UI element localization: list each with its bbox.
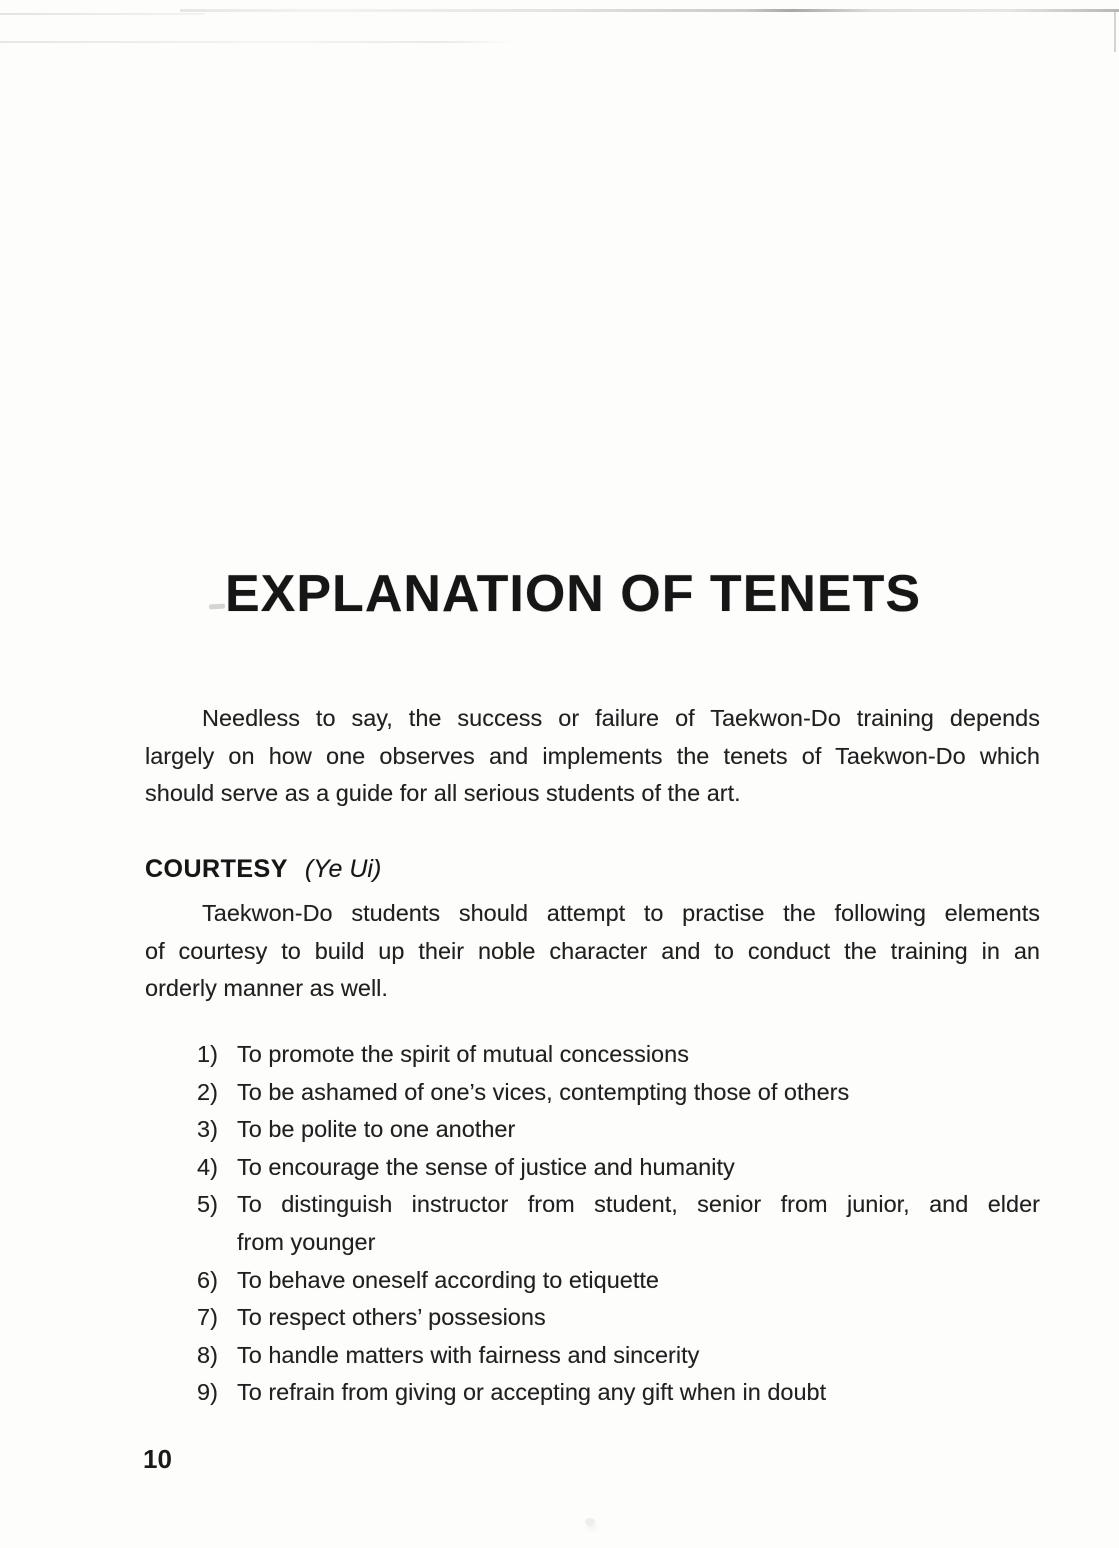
tenet-item xyxy=(197,1262,1040,1300)
tenet-text: To encourage the sense of justice and humanity xyxy=(237,1153,735,1180)
scan-artifact-right-tick xyxy=(1114,12,1116,52)
section-heading-courtesy xyxy=(145,853,381,885)
tenet-text-line: from younger xyxy=(237,1228,376,1255)
tenet-text: To behave oneself according to etiquette xyxy=(237,1266,659,1293)
intro-paragraph xyxy=(145,700,1040,813)
scan-artifact-title-dash xyxy=(209,603,225,609)
tenet-item xyxy=(197,1186,1040,1261)
tenet-list xyxy=(197,1036,1040,1412)
tenet-number: 7) xyxy=(197,1304,218,1331)
courtesy-line: of courtesy to build up their noble character and to conduct the training in an xyxy=(145,937,1040,964)
tenet-item xyxy=(197,1337,1040,1375)
courtesy-line: orderly manner as well. xyxy=(145,975,388,1002)
tenet-number: 5) xyxy=(197,1191,218,1218)
tenet-number: 2) xyxy=(197,1078,218,1105)
tenet-text: To be polite to one another xyxy=(237,1116,516,1143)
page-title: EXPLANATION OF TENETS xyxy=(225,565,922,623)
courtesy-term: COURTESY xyxy=(145,855,288,883)
tenet-item xyxy=(197,1299,1040,1337)
scan-artifact-secondary-line xyxy=(0,41,515,43)
scan-artifact-bottom-speck xyxy=(585,1518,595,1526)
page-number: 10 xyxy=(143,1444,172,1474)
tenet-text: To distinguish instructor from student, senior from junior, and elder xyxy=(237,1191,1040,1218)
tenet-text: To be ashamed of one’s vices, contempting those of others xyxy=(237,1078,850,1105)
courtesy-line: Taekwon-Do students should attempt to practise the following elements xyxy=(202,900,1040,926)
courtesy-paragraph xyxy=(145,895,1040,1008)
tenet-number: 6) xyxy=(197,1266,218,1293)
courtesy-romanization: (Ye Ui) xyxy=(304,855,382,883)
tenet-text: To promote the spirit of mutual concessions xyxy=(237,1041,689,1067)
tenet-text: To refrain from giving or accepting any gift when in doubt xyxy=(237,1379,827,1406)
tenet-item xyxy=(197,1111,1040,1149)
scan-artifact-top-line xyxy=(180,9,1119,12)
tenet-item xyxy=(197,1074,1040,1112)
intro-line: largely on how one observes and implements the tenets of Taekwon-Do which xyxy=(145,742,1040,769)
tenet-item xyxy=(197,1036,1040,1074)
tenet-text: To handle matters with fairness and sincerity xyxy=(237,1341,700,1368)
tenet-text-line xyxy=(197,1186,1040,1224)
tenet-number: 9) xyxy=(197,1379,218,1406)
tenet-number: 3) xyxy=(197,1116,218,1143)
tenet-number: 8) xyxy=(197,1341,218,1368)
tenet-item xyxy=(197,1374,1040,1412)
intro-line: should serve as a guide for all serious students of the art. xyxy=(145,780,741,807)
scan-artifact-top-left-line xyxy=(0,13,205,15)
tenet-number: 4) xyxy=(197,1153,218,1180)
tenet-number: 1) xyxy=(197,1041,218,1067)
tenet-item xyxy=(197,1149,1040,1187)
tenet-text: To respect others’ possesions xyxy=(237,1304,546,1331)
intro-line: Needless to say, the success or failure of Taekwon-Do training depends xyxy=(202,705,1040,731)
